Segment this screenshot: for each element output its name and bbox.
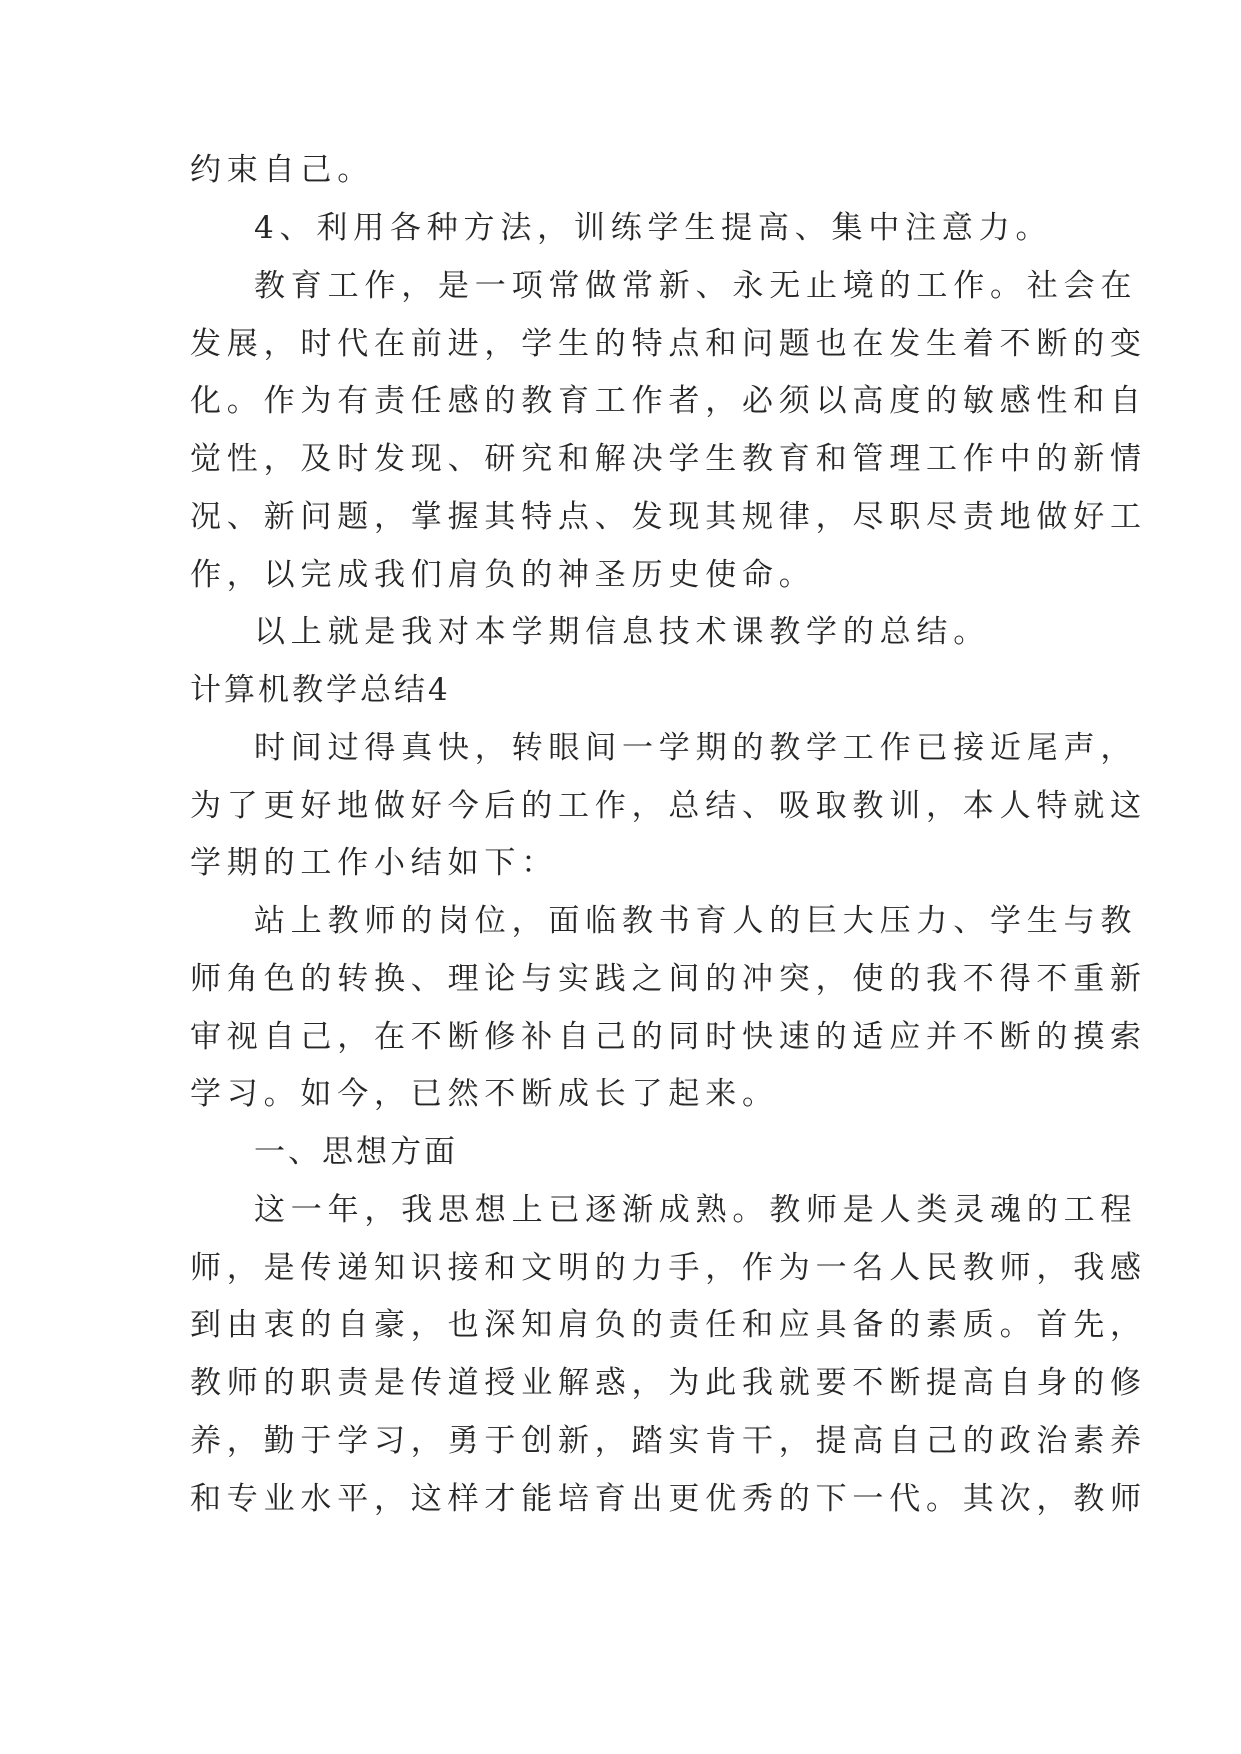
paragraph-line: 学习。如今，已然不断成长了起来。: [190, 1076, 779, 1112]
paragraph-line: 审视自己，在不断修补自己的同时快速的适应并不断的摸索: [190, 1019, 1147, 1055]
paragraph-line: 到由衷的自豪，也深知肩负的责任和应具备的素质。首先，: [190, 1307, 1147, 1343]
paragraph-line: 养，勤于学习，勇于创新，踏实肯干，提高自己的政治素养: [190, 1423, 1147, 1459]
paragraph-line: 发展，时代在前进，学生的特点和问题也在发生着不断的变: [190, 326, 1147, 362]
paragraph-line: 这一年，我思想上已逐渐成熟。教师是人类灵魂的工程: [254, 1192, 1138, 1228]
paragraph-line: 和专业水平，这样才能培育出更优秀的下一代。其次，教师: [190, 1481, 1147, 1517]
paragraph-line: 时间过得真快，转眼间一学期的教学工作已接近尾声，: [254, 730, 1138, 766]
paragraph-line: 化。作为有责任感的教育工作者，必须以高度的敏感性和自: [190, 383, 1147, 419]
paragraph-line: 学期的工作小结如下：: [190, 845, 558, 881]
paragraph-line: 教育工作，是一项常做常新、永无止境的工作。社会在: [254, 268, 1138, 304]
section-title: 计算机教学总结4: [190, 672, 451, 708]
paragraph-line: 教师的职责是传道授业解惑，为此我就要不断提高自身的修: [190, 1365, 1147, 1401]
paragraph-line: 况、新问题，掌握其特点、发现其规律，尽职尽责地做好工: [190, 499, 1147, 535]
paragraph-line: 站上教师的岗位，面临教书育人的巨大压力、学生与教: [254, 903, 1138, 939]
paragraph-line: 以上就是我对本学期信息技术课教学的总结。: [254, 614, 990, 650]
list-item-4: 4、利用各种方法，训练学生提高、集中注意力。: [254, 210, 1053, 246]
subsection-title: 一、思想方面: [254, 1134, 458, 1170]
paragraph-line: 约束自己。: [190, 152, 374, 188]
paragraph-line: 为了更好地做好今后的工作，总结、吸取教训，本人特就这: [190, 788, 1147, 824]
paragraph-line: 师角色的转换、理论与实践之间的冲突，使的我不得不重新: [190, 961, 1147, 997]
paragraph-line: 作，以完成我们肩负的神圣历史使命。: [190, 557, 816, 593]
paragraph-line: 觉性，及时发现、研究和解决学生教育和管理工作中的新情: [190, 441, 1147, 477]
paragraph-line: 师，是传递知识接和文明的力手，作为一名人民教师，我感: [190, 1250, 1147, 1286]
